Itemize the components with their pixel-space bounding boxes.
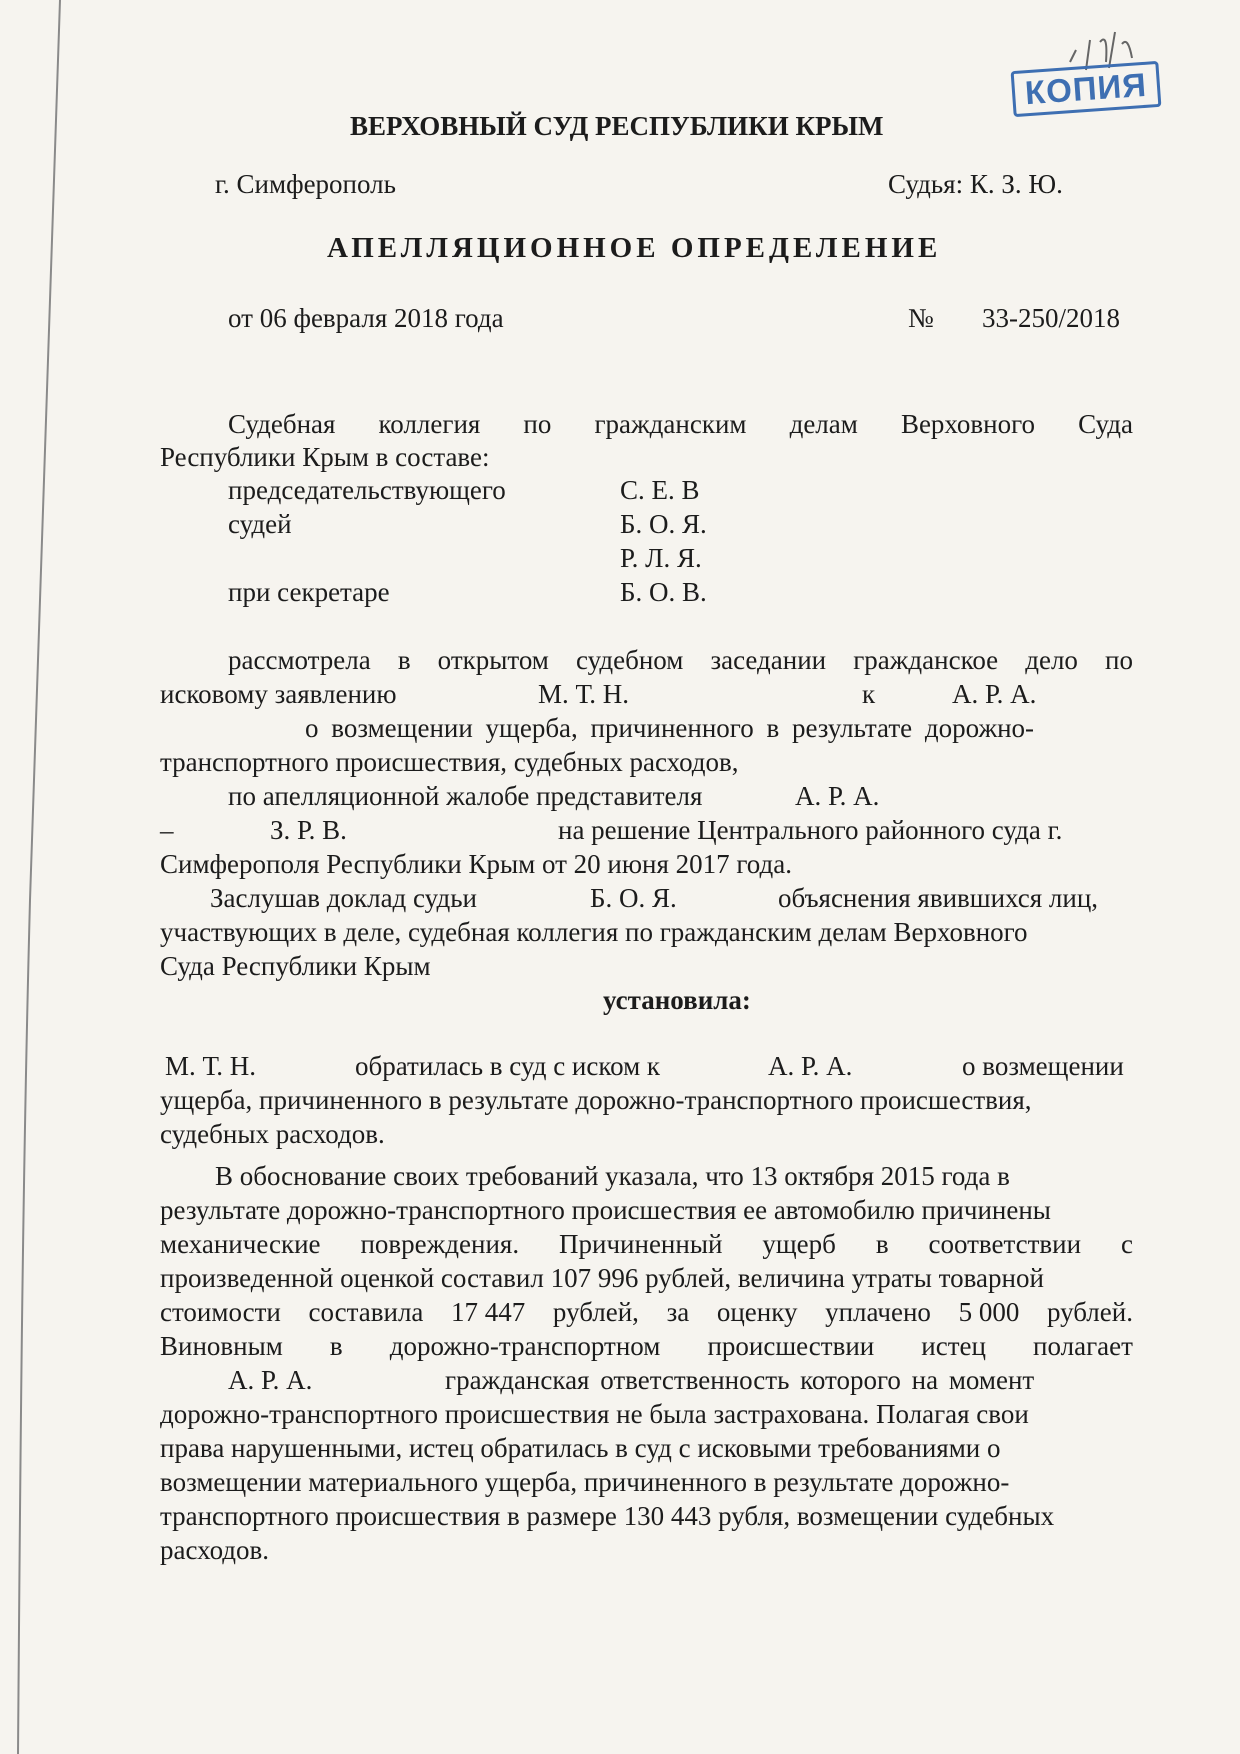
word: уплачено: [825, 1297, 931, 1327]
word: коллегия: [378, 409, 481, 439]
heard-line-3: Суда Республики Крым: [160, 951, 431, 981]
p1-line-3: судебных расходов.: [160, 1119, 385, 1149]
word: по: [523, 409, 552, 439]
p1-plaintiff: М. Т. Н.: [165, 1051, 257, 1081]
word: Верховного: [900, 409, 1036, 439]
word: дело: [1025, 645, 1078, 675]
considered-line-3: о возмещении ущерба, причиненного в результате дорожно-: [305, 713, 1035, 743]
word: истец: [921, 1331, 986, 1361]
p2-line-4: произведенной оценкой составил 107 996 рублей, величина утраты товарной: [160, 1263, 1044, 1293]
considered-line-2-a: исковому заявлению: [160, 679, 397, 709]
p2-line-6: [160, 1330, 1133, 1362]
established-heading: установила:: [603, 985, 751, 1015]
p1-text-b: о возмещении: [962, 1051, 1124, 1081]
word: повреждения.: [360, 1229, 520, 1259]
word: гражданское: [853, 645, 999, 675]
p2-line-5: [160, 1296, 1133, 1328]
representative-name: З. Р. В.: [270, 815, 347, 845]
number-sign: №: [908, 303, 934, 333]
p2-line-12: расходов.: [160, 1535, 270, 1565]
judges-label: судей: [228, 509, 292, 539]
word: в: [875, 1229, 889, 1259]
city: г. Симферополь: [215, 169, 396, 199]
considered-line-7: Симферополя Республики Крым от 20 июня 2017 года.: [160, 849, 792, 879]
word: соответствии: [928, 1229, 1082, 1259]
p1-text-a: обратилась в суд с иском к: [355, 1051, 661, 1081]
word: с: [1121, 1229, 1133, 1259]
considered-line-6-a: –: [160, 815, 174, 845]
plaintiff-name: М. Т. Н.: [538, 679, 630, 709]
word: открытом: [437, 645, 549, 675]
p2-line-1: В обоснование своих требований указала, что 13 октября 2015 года в: [215, 1161, 1010, 1191]
decision-date: от 06 февраля 2018 года: [228, 303, 504, 333]
copy-stamp: КОПИЯ: [1011, 61, 1162, 117]
word: гражданским: [594, 409, 747, 439]
word: дорожно-транспортном: [389, 1331, 661, 1361]
word: 5 000: [958, 1297, 1020, 1327]
word: 17 447: [451, 1297, 526, 1327]
p2-line-8: дорожно-транспортного происшествия не была застрахована. Полагая свои: [160, 1399, 1029, 1429]
word: полагает: [1033, 1331, 1133, 1361]
judge-name: Судья: К. З. Ю.: [888, 169, 1063, 199]
word: происшествии: [707, 1331, 875, 1361]
document-title: АПЕЛЛЯЦИОННОЕ ОПРЕДЕЛЕНИЕ: [327, 232, 942, 264]
word: Виновным: [160, 1331, 283, 1361]
heard-line-2: участвующих в деле, судебная коллегия по гражданским делам Верховного: [160, 917, 1028, 947]
judge-two: Р. Л. Я.: [620, 543, 702, 573]
word: Судебная: [228, 409, 336, 439]
word: рублей,: [552, 1297, 639, 1327]
word: судебном: [575, 645, 684, 675]
p2-line-3: [160, 1228, 1133, 1260]
p2-line-9: права нарушенными, истец обратилась в суд с исковыми требованиями о: [160, 1433, 1001, 1463]
p2-line-7-b: гражданская ответственность которого на момент: [445, 1365, 1035, 1395]
p2-line-10: возмещении материального ущерба, причиненного в результате дорожно-: [160, 1467, 1010, 1497]
word: по: [1105, 645, 1133, 675]
word: в: [397, 645, 411, 675]
considered-line-1: [228, 644, 1133, 676]
considered-line-2-c: к: [862, 679, 876, 709]
p1-line-2: ущерба, причиненного в результате дорожно-транспортного происшествия,: [160, 1085, 1032, 1115]
defendant-name: А. Р. А.: [952, 679, 1037, 709]
secretary: Б. О. В.: [620, 577, 707, 607]
heard-line-1-a: Заслушав доклад судьи: [210, 883, 477, 913]
considered-line-5-b: А. Р. А.: [795, 781, 880, 811]
word: в: [329, 1331, 343, 1361]
word: механические: [160, 1229, 321, 1259]
word: рассмотрела: [228, 645, 371, 675]
p2-defendant: А. Р. А.: [228, 1365, 313, 1395]
secretary-label: при секретаре: [228, 577, 390, 607]
composition-intro: [228, 408, 1133, 440]
word: за: [666, 1297, 690, 1327]
reporting-judge: Б. О. Я.: [590, 883, 677, 913]
presiding-judge: С. Е. В: [620, 475, 700, 505]
word: Причиненный: [559, 1229, 723, 1259]
p2-line-11: транспортного происшествия в размере 130 443 рубля, возмещении судебных: [160, 1501, 1055, 1531]
considered-line-5-a: по апелляционной жалобе представителя: [228, 781, 703, 811]
word: рублей.: [1046, 1297, 1133, 1327]
scan-edge-line: [8, 0, 68, 1754]
p1-defendant: А. Р. А.: [768, 1051, 853, 1081]
word: Суда: [1078, 409, 1133, 439]
case-number: 33-250/2018: [982, 303, 1120, 333]
considered-line-6-c: на решение Центрального районного суда г.: [558, 815, 1063, 845]
composition-intro-cont: Республики Крым в составе:: [160, 442, 490, 472]
word: оценку: [716, 1297, 798, 1327]
word: ущерб: [762, 1229, 836, 1259]
word: составила: [308, 1297, 424, 1327]
word: делам: [789, 409, 858, 439]
presiding-label: председательствующего: [228, 475, 506, 505]
judge-one: Б. О. Я.: [620, 509, 707, 539]
word: стоимости: [160, 1297, 281, 1327]
p2-line-2: результате дорожно-транспортного происшествия ее автомобилю причинены: [160, 1195, 1051, 1225]
court-name: ВЕРХОВНЫЙ СУД РЕСПУБЛИКИ КРЫМ: [350, 111, 884, 141]
considered-line-4: транспортного происшествия, судебных расходов,: [160, 747, 739, 777]
word: заседании: [710, 645, 827, 675]
heard-line-1-c: объяснения явившихся лиц,: [778, 883, 1099, 913]
